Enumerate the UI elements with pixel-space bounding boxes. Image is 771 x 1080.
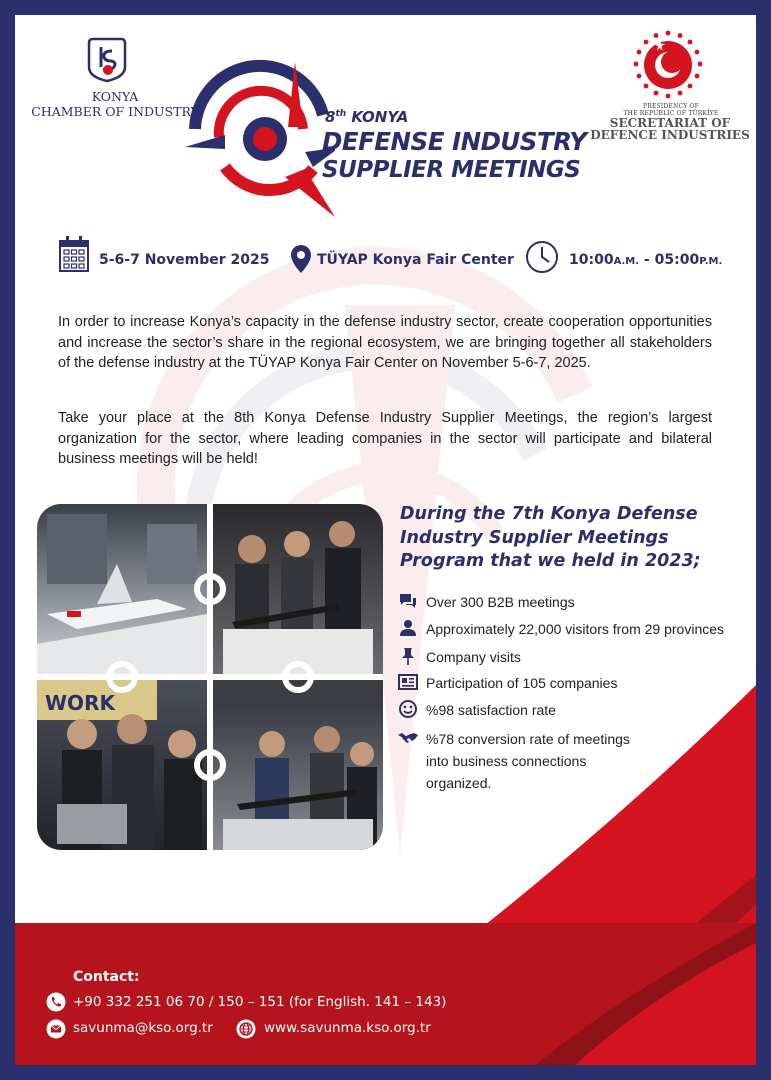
kso-name-line2: CHAMBER OF INDUSTRY (31, 104, 199, 119)
event-target-logo-icon (185, 57, 335, 222)
stats-heading: During the 7th Konya Defense Industry Supplier Meetings Program that we held in 2023; (400, 504, 701, 571)
svg-text:WORK: WORK (45, 691, 115, 715)
stat-item: Participation of 105 companies (398, 672, 756, 694)
ssb-presidency-line2: THE REPUBLIC OF TÜRKİYE (623, 110, 719, 117)
clock-icon (525, 240, 559, 274)
title-edition: 8th KONYA (325, 108, 409, 126)
stat-item: Approximately 22,000 visitors from 29 provinces (398, 618, 756, 640)
title-line1: DEFENSE INDUSTRY (322, 127, 587, 156)
intro-paragraph-2: Take your place at the 8th Konya Defense Industry Supplier Meetings, the region’s largest organization for the sector, where leading companies in the sector will participate and bilateral business meetings will be held! (58, 410, 712, 468)
contact-phone[interactable]: +90 332 251 06 70 / 150 – 151 (for English. 141 – 143) (73, 994, 447, 1010)
intro-paragraph-1: In order to increase Konya’s capacity in the defense industry sector, create cooperation opportunities and increase the sector’s share in the regional ecosystem, we are bringing together all stakeholders of the defense industry at the TÜYAP Konya Fair Center on November 5-6-7, 2025. (58, 314, 712, 372)
event-venue: TÜYAP Konya Fair Center (317, 252, 514, 268)
stat-item: Company visits (398, 646, 756, 668)
contact-label: Contact: (73, 969, 140, 985)
stat-item: %98 satisfaction rate (398, 699, 756, 721)
email-icon (46, 1019, 66, 1039)
chat-icon (398, 592, 418, 610)
event-date: 5-6-7 November 2025 (99, 252, 270, 268)
ssb-emblem-icon (632, 29, 704, 101)
stat-item: Over 300 B2B meetings (398, 591, 756, 613)
event-time: 10:00A.M. - 05:00P.M. (569, 252, 723, 268)
location-pin-icon (290, 244, 312, 274)
contact-website[interactable]: www.savunma.kso.org.tr (264, 1020, 431, 1036)
calendar-icon (58, 235, 90, 273)
phone-icon (46, 992, 66, 1012)
ssb-name-line1: SECRETARIAT OF (609, 116, 731, 130)
ssb-presidency-line1: PRESIDENCY OF (643, 103, 699, 110)
contact-email[interactable]: savunma@kso.org.tr (73, 1020, 213, 1036)
kso-name-line1: KONYA (91, 89, 139, 104)
ssb-name-line2: DEFENCE INDUSTRIES (590, 128, 750, 142)
title-line2: SUPPLIER MEETINGS (322, 157, 581, 183)
stat-item: %78 conversion rate of meetings into business connections organized. (398, 728, 756, 798)
kso-logo-icon (87, 37, 127, 83)
globe-icon (236, 1019, 256, 1039)
brochure-page (15, 15, 756, 1065)
